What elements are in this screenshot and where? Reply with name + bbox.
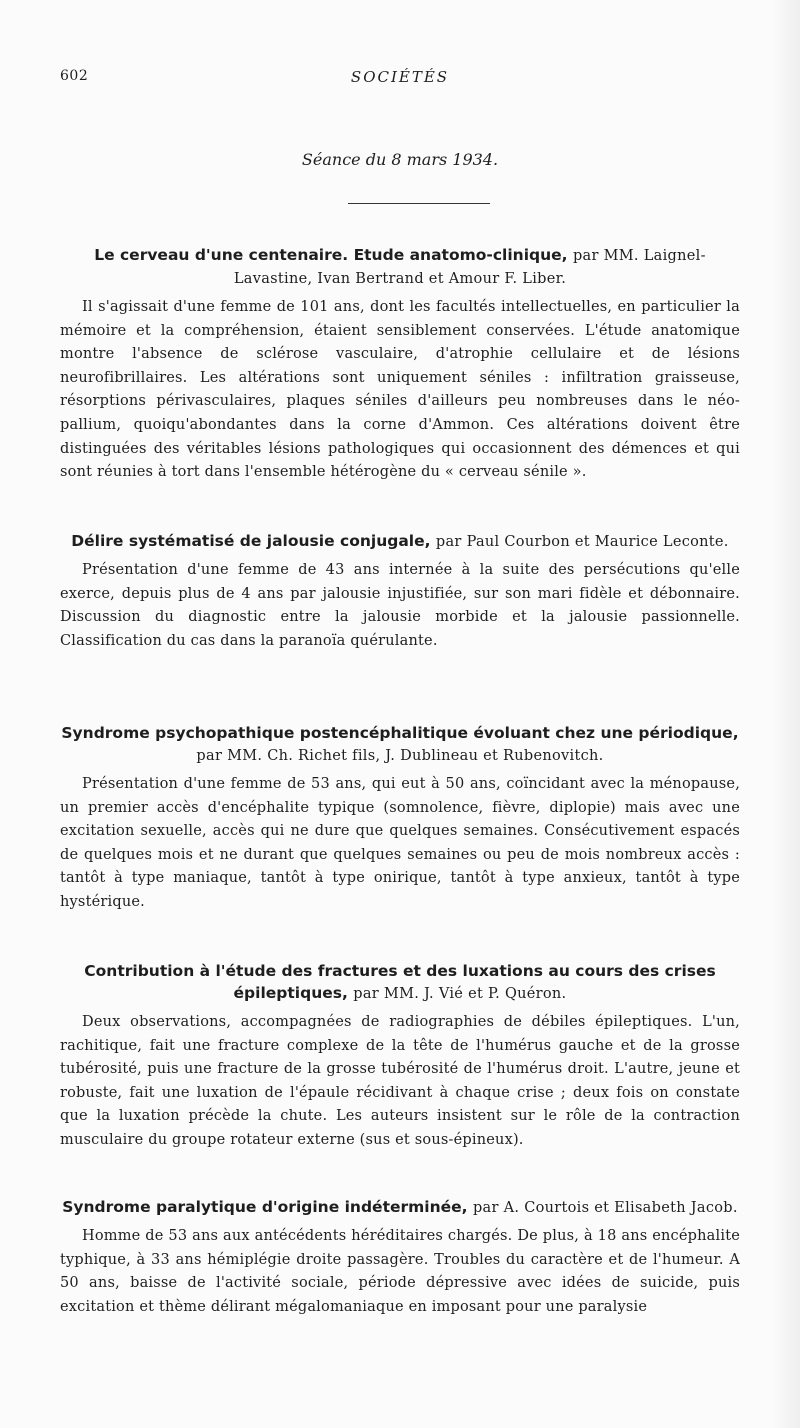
page-header — [60, 68, 740, 92]
article-body: Il s'agissait d'une femme de 101 ans, dont les facultés intellectuelles, en particulier la mémoire et la compréhension, étaient sensiblement conservées. L'étude anatomique montre l'absence de sclérose vasculaire, d'atrophie cellulaire et de lésions neurofibrillaires. Les altérations sont uniquement séniles : infiltration graisseuse, résorptions périvasculaires, plaques séniles d'ailleurs peu nombreuses dans le néo-pallium, quoiqu'abondantes dans la corne d'Ammon. Ces altérations doivent être distinguées des véritables lésions pathologiques qui occasionnent des démences et qui sont réunies à tort dans l'ensemble hétérogène du « cerveau sénile ». — [60, 299, 740, 481]
article-title: Contribution à l'étude des fractures et des luxations au cours des crises épileptiques, — [84, 962, 716, 1002]
article-authors: par MM. J. Vié et P. Quéron. — [353, 986, 567, 1002]
article-authors: par A. Courtois et Elisabeth Jacob. — [472, 1200, 738, 1216]
article-authors: par MM. Ch. Richet fils, J. Dublineau et Rubenovitch. — [196, 748, 604, 764]
article-heading — [60, 960, 740, 1005]
separator-rule — [348, 203, 490, 204]
article-title: Délire systématisé de jalousie conjugale, — [71, 532, 431, 550]
article-title: Le cerveau d'une centenaire. Etude anatomo-clinique, — [94, 246, 568, 264]
article-body: Deux observations, accompagnées de radiographies de débiles épileptiques. L'un, rachitique, fait une fracture complexe de la tête de l'humérus gauche et de la grosse tubérosité, puis une fracture de la grosse tubérosité de l'humérus droit. L'autre, jeune et robuste, fait une luxation de l'épaule récidivant à chaque crise ; deux fois on constate que la luxation précède la chute. Les auteurs insistent sur le rôle de la contraction musculaire du groupe rotateur externe (sus et sous-épineux). — [60, 1014, 740, 1148]
article-authors: par MM. Laignel-Lavastine, Ivan Bertrand et Amour F. Liber. — [233, 248, 706, 287]
article-section — [60, 960, 740, 1153]
article-body: Présentation d'une femme de 53 ans, qui eut à 50 ans, coïncidant avec la ménopause, un premier accès d'encéphalite typique (somnolence, fièvre, diplopie) mais avec une excitation sexuelle, accès qui ne dure que quelques semaines. Consécutivement espacés de quelques mois et ne durant que quelques semaines ou peu de mois nombreux accès : tantôt à type maniaque, tantôt à type onirique, tantôt à type anxieux, tantôt à type hystérique. — [60, 776, 740, 910]
article-section — [60, 1196, 740, 1319]
article-title: Syndrome psychopathique postencéphalitique évoluant chez une périodique, — [61, 724, 739, 742]
article-heading — [60, 244, 740, 290]
article-section — [60, 530, 740, 653]
page-edge-shadow — [772, 0, 800, 1428]
running-title: SOCIÉTÉS — [350, 68, 450, 86]
article-heading — [60, 530, 740, 553]
article-section — [60, 244, 740, 485]
article-heading — [60, 1196, 740, 1219]
article-body: Présentation d'une femme de 43 ans internée à la suite des persécutions qu'elle exerce, depuis plus de 4 ans par jalousie injustifiée, sur son mari fidèle et débonnaire. Discussion du diagnostic entre la jalousie morbide et la jalousie passionnelle. Classification du cas dans la paranoïa quérulante. — [60, 562, 740, 649]
article-heading — [60, 722, 740, 767]
article-authors: par Paul Courbon et Maurice Leconte. — [435, 534, 729, 550]
session-date-heading: Séance du 8 mars 1934. — [301, 150, 499, 169]
article-body: Homme de 53 ans aux antécédents héréditaires chargés. De plus, à 18 ans encéphalite typhique, à 33 ans hémiplégie droite passagère. Troubles du caractère et de l'humeur. A 50 ans, baisse de l'activité sociale, période dépressive avec idées de suicide, puis excitation et thème délirant mégalomaniaque en imposant pour une paralysie — [60, 1228, 740, 1315]
page-number: 602 — [60, 68, 89, 84]
article-section — [60, 722, 740, 915]
article-title: Syndrome paralytique d'origine indéterminée, — [62, 1198, 468, 1216]
